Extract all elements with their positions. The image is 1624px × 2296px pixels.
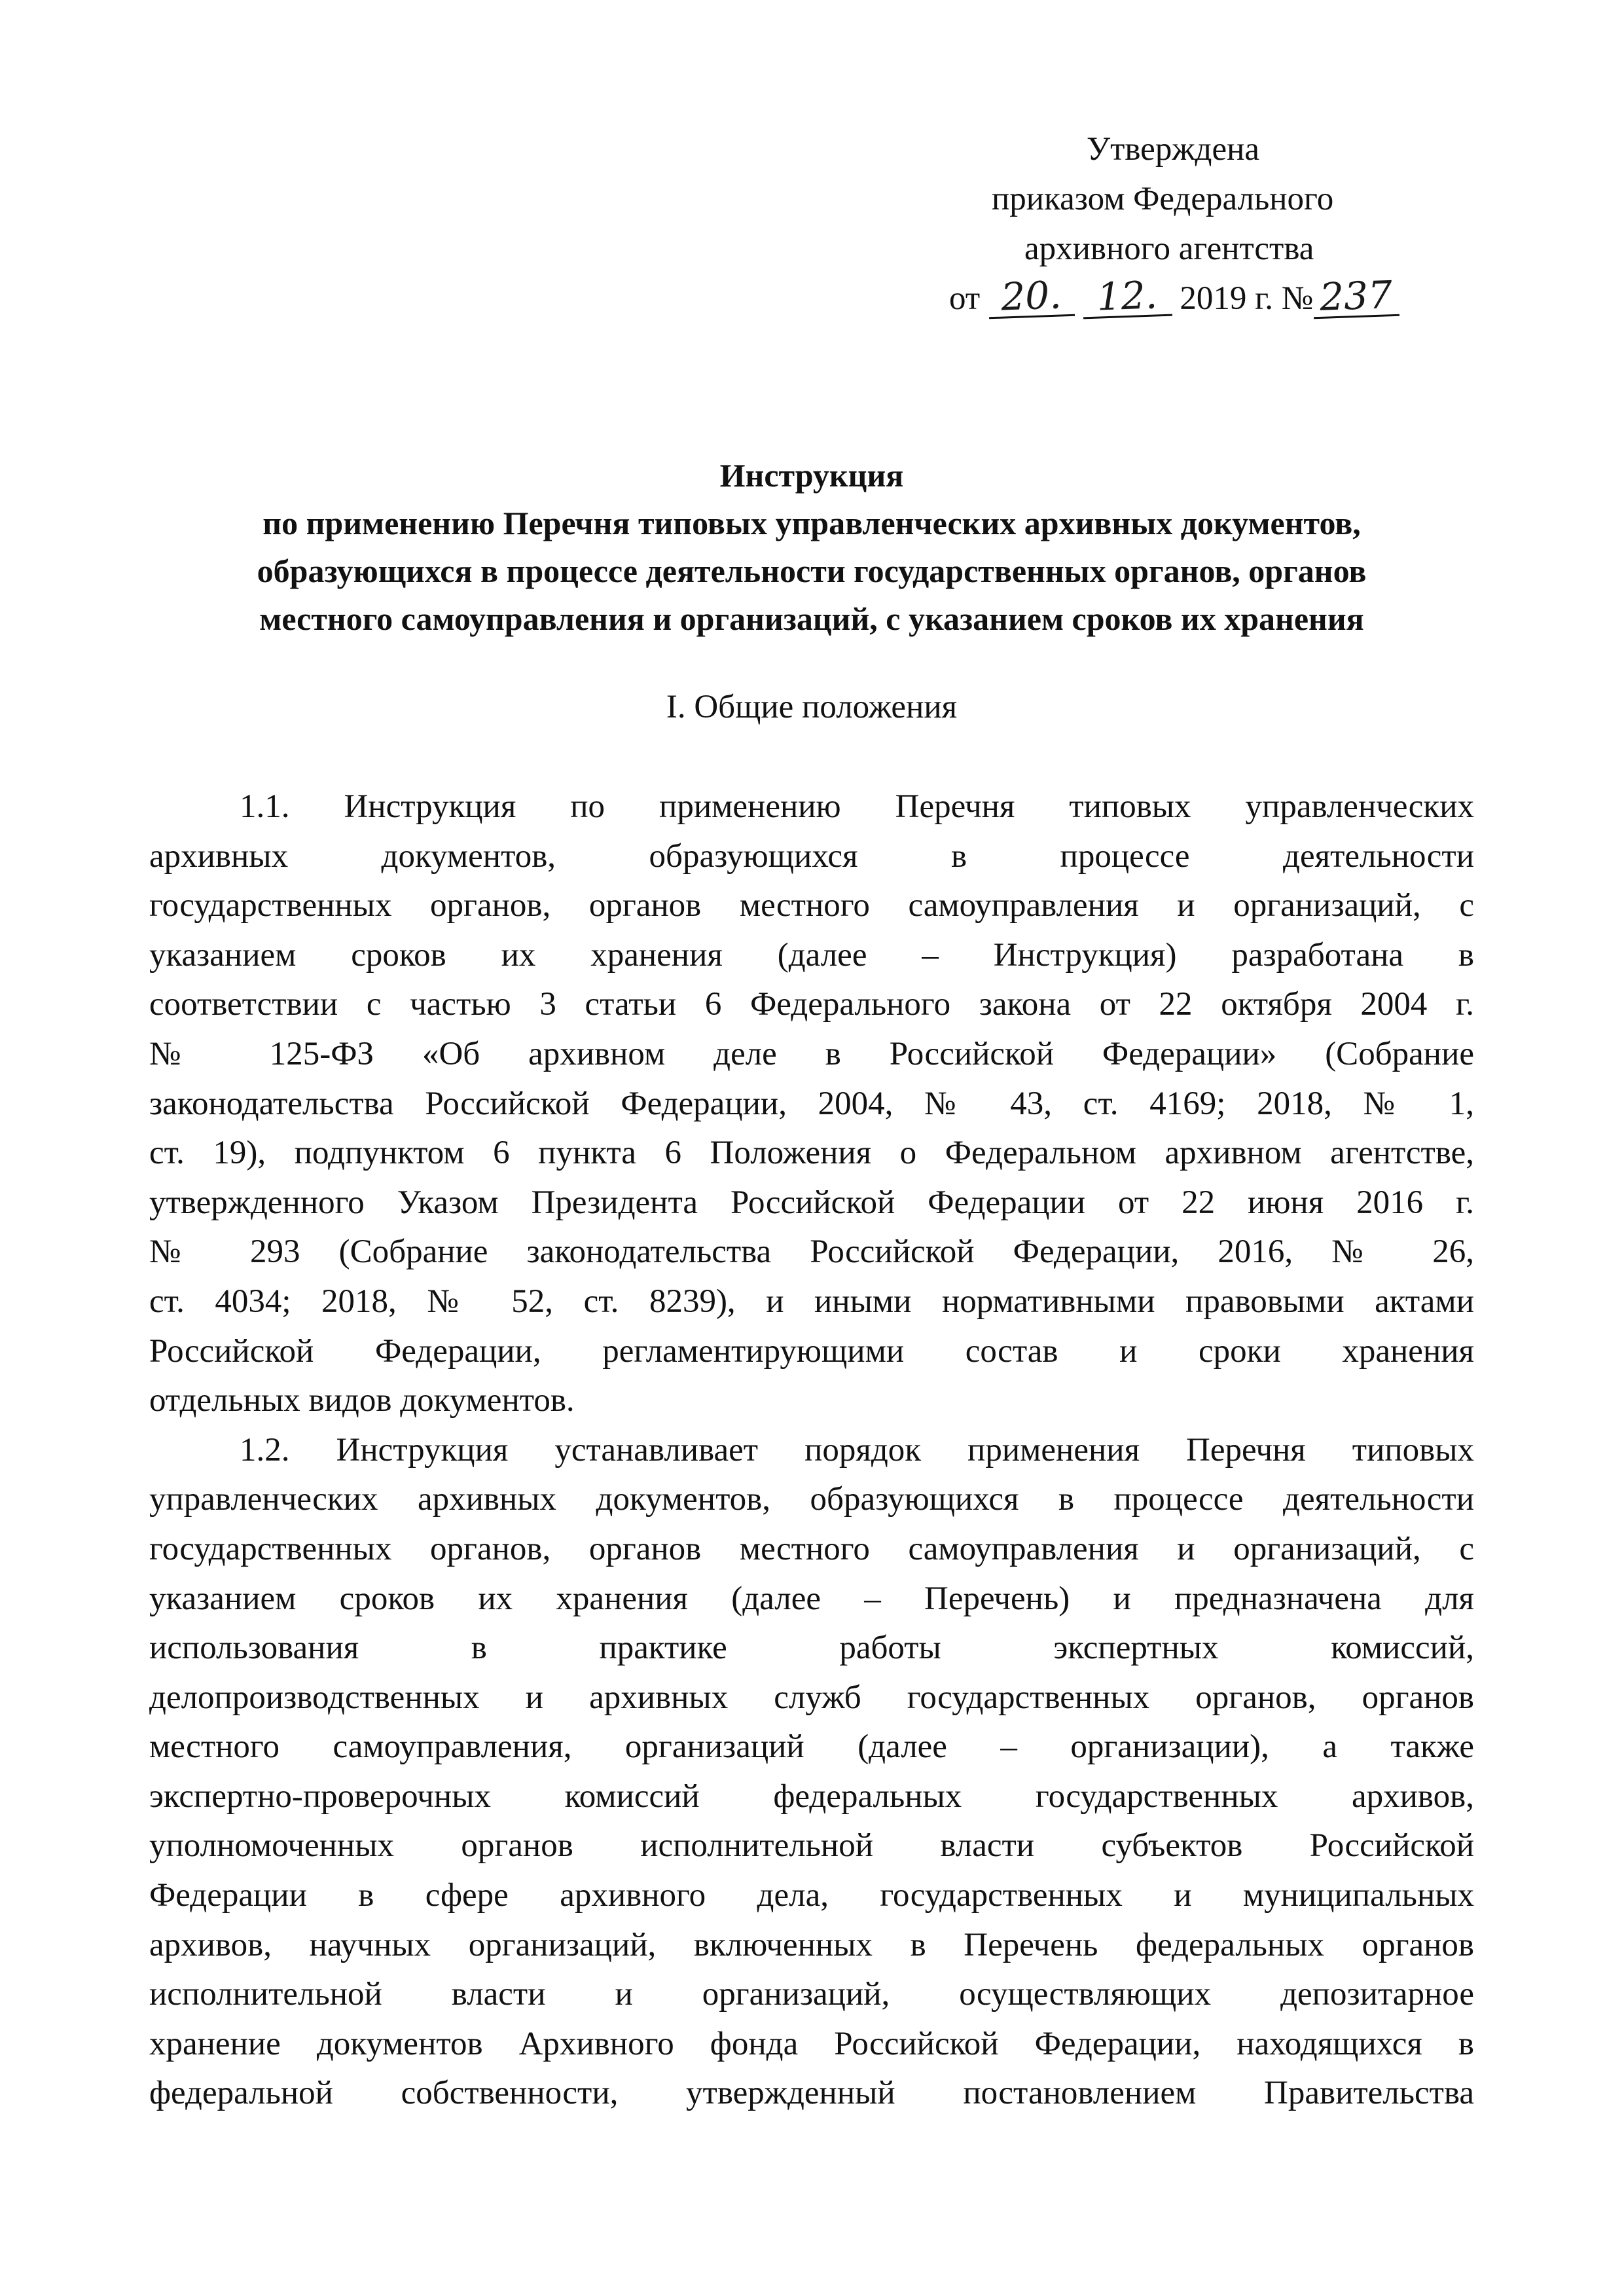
text-line: государственных органов, органов местного самоуправления и организаций, с bbox=[149, 1530, 1474, 1567]
approval-date-line bbox=[949, 274, 1473, 323]
text-line: указанием сроков их хранения (далее – Перечень) и предназначена для bbox=[149, 1580, 1474, 1617]
text-line: исполнительной власти и организаций, осуществляющих депозитарное bbox=[149, 1976, 1474, 2013]
text-line: 1.2. Инструкция устанавливает порядок применения Перечня типовых bbox=[240, 1431, 1474, 1468]
text-line: архивов, научных организаций, включенных в Перечень федеральных органов bbox=[149, 1926, 1474, 1963]
text-line: законодательства Российской Федерации, 2004, № 43, ст. 4169; 2018, № 1, bbox=[149, 1085, 1474, 1122]
approval-date-prefix: от bbox=[949, 280, 981, 317]
document-title bbox=[131, 452, 1492, 643]
paragraph-1-2 bbox=[149, 1426, 1474, 2119]
text-line: ст. 19), подпунктом 6 пункта 6 Положения о Федеральном архивном агентстве, bbox=[149, 1135, 1474, 1172]
text-line: № 293 (Собрание законодательства Российской Федерации, 2016, № 26, bbox=[149, 1233, 1474, 1271]
text-line: уполномоченных органов исполнительной власти субъектов Российской bbox=[149, 1827, 1474, 1865]
text-line: местного самоуправления, организаций (далее – организации), а также bbox=[149, 1728, 1474, 1766]
handwritten-date-day: 20. bbox=[988, 275, 1075, 319]
section-heading: I. Общие положения bbox=[666, 689, 958, 725]
text-line: управленческих архивных документов, образующихся в процессе деятельности bbox=[149, 1481, 1474, 1518]
text-line: экспертно-проверочных комиссий федеральных государственных архивов, bbox=[149, 1777, 1474, 1815]
approval-line-agency: архивного агентства bbox=[1024, 230, 1314, 267]
title-line-2: по применению Перечня типовых управленческих архивных документов, bbox=[262, 505, 1361, 541]
text-line: государственных органов, органов местного самоуправления и организаций, с bbox=[149, 887, 1474, 924]
text-line: Российской Федерации, регламентирующими состав и сроки хранения bbox=[149, 1332, 1474, 1370]
paragraph-1-1 bbox=[149, 782, 1474, 1426]
handwritten-order-number: 237 bbox=[1312, 275, 1399, 319]
text-line: использования в практике работы экспертных комиссий, bbox=[149, 1630, 1474, 1667]
text-line: утвержденного Указом Президента Российской Федерации от 22 июня 2016 г. bbox=[149, 1184, 1474, 1221]
approval-block bbox=[949, 124, 1473, 323]
approval-line-order: приказом Федерального bbox=[992, 181, 1334, 217]
text-line: № 125-ФЗ «Об архивном деле в Российской Федерации» (Собрание bbox=[149, 1035, 1474, 1072]
title-line-1: Инструкция bbox=[719, 457, 904, 494]
approval-line-approved: Утверждена bbox=[1087, 131, 1260, 168]
title-line-3: образующихся в процессе деятельности государственных органов, органов bbox=[257, 553, 1367, 589]
text-line: 1.1. Инструкция по применению Перечня типовых управленческих bbox=[240, 788, 1474, 825]
handwritten-date-month: 12. bbox=[1082, 275, 1172, 319]
text-line: федеральной собственности, утвержденный постановлением Правительства bbox=[149, 2075, 1474, 2112]
text-line: соответствии с частью 3 статьи 6 Федерального закона от 22 октября 2004 г. bbox=[149, 986, 1474, 1023]
document-body bbox=[149, 782, 1474, 2119]
text-line: архивных документов, образующихся в процессе деятельности bbox=[149, 837, 1474, 875]
text-line: Федерации в сфере архивного дела, государственных и муниципальных bbox=[149, 1877, 1474, 1914]
approval-year-text: 2019 г. № bbox=[1180, 280, 1314, 317]
text-line: хранение документов Архивного фонда Российской Федерации, находящихся в bbox=[149, 2025, 1474, 2062]
text-line: делопроизводственных и архивных служб государственных органов, органов bbox=[149, 1679, 1474, 1716]
title-line-4: местного самоуправления и организаций, с указанием сроков их хранения bbox=[259, 600, 1364, 637]
text-line: отдельных видов документов. bbox=[149, 1382, 575, 1419]
text-line: указанием сроков их хранения (далее – Инструкция) разработана в bbox=[149, 936, 1474, 974]
text-line: ст. 4034; 2018, № 52, ст. 8239), и иными нормативными правовыми актами bbox=[149, 1283, 1474, 1320]
